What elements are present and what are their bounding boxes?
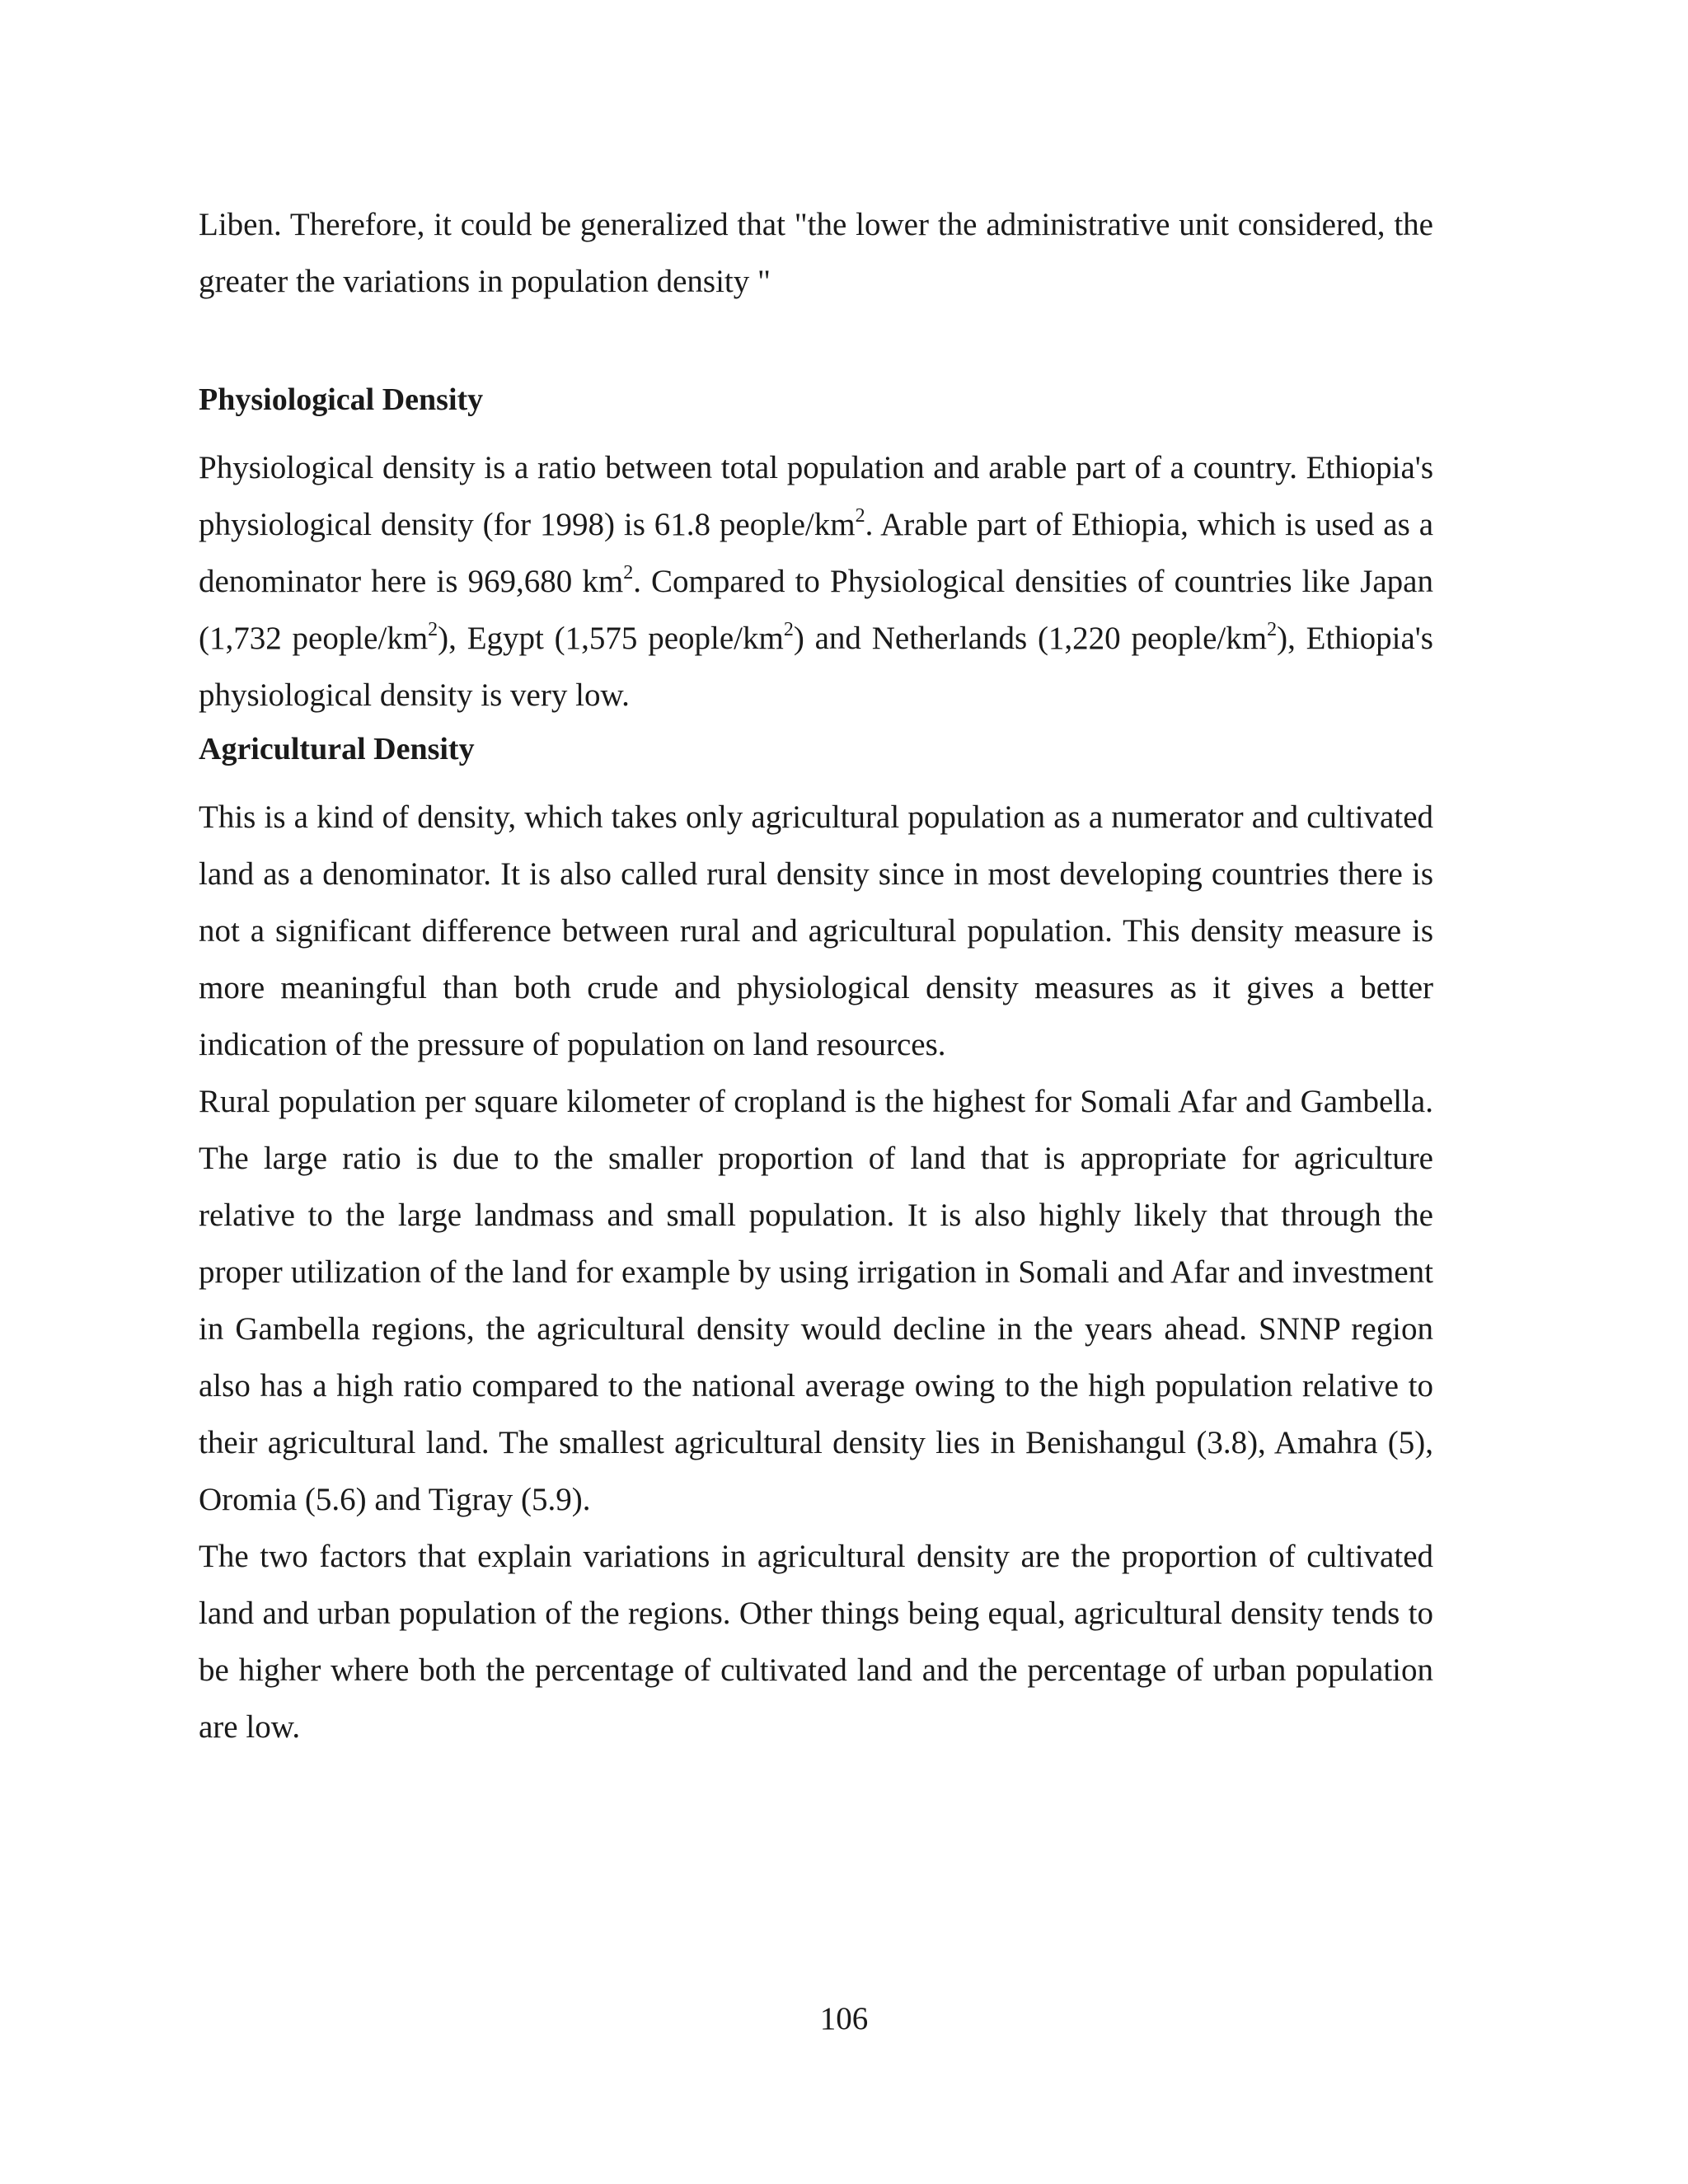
superscript-2: 2 [428,619,438,640]
physio-text-3: . Compared to Physiological densities of countries like Japan (1,732 people/km [199,564,1433,656]
physiological-density-paragraph [199,439,1433,724]
intro-paragraph: Liben. Therefore, it could be generalized that "the lower the administrative unit considered, the greater the variations in population density " [199,207,1433,299]
physio-text-6: ), Ethiopia's physiological density is very low. [199,621,1433,713]
superscript-2: 2 [783,619,794,640]
agricultural-paragraph-2: Rural population per square kilometer of cropland is the highest for Somali Afar and Gambella. The large ratio is due to the smaller proportion of land that is appropriate for agriculture relative to the large landmass and small population. It is also highly likely that through the proper utilization of the land for example by using irrigation in Somali and Afar and investment in Gambella regions, the agricultural density would decline in the years ahead. SNNP region also has a high ratio compared to the national average owing to the high population relative to their agricultural land. The smallest agricultural density lies in Benishangul (3.8), Amahra (5), Oromia (5.6) and Tigray (5.9). [199,1084,1433,1517]
physio-text-2: . Arable part of Ethiopia, which is used as a denominator here is 969,680 km [199,507,1434,599]
agricultural-paragraph-1: This is a kind of density, which takes only agricultural population as a numerator and cultivated land as a denominator. It is also called rural density since in most developing countries there is not a significant difference between rural and agricultural population. This density measure is more meaningful than both crude and physiological density measures as it gives a better indication of the pressure of population on land resources. [199,799,1433,1062]
agricultural-paragraph-3: The two factors that explain variations in agricultural density are the proportion of cultivated land and urban population of the regions. Other things being equal, agricultural density tends to be higher where both the percentage of cultivated land and the percentage of urban population are low. [199,1539,1433,1745]
superscript-2: 2 [1267,619,1278,640]
physio-text-4: ), Egypt (1,575 people/km [438,621,784,656]
superscript-2: 2 [855,505,865,527]
page-content [199,196,1433,1755]
agricultural-density-heading: Agricultural Density [199,732,475,766]
page-number: 106 [819,2001,869,2036]
physio-text-1: Physiological density is a ratio between total population and arable part of a country. Ethiopia's physiological density (for 1998) is 61.8 people/km [199,450,1433,542]
physiological-density-heading: Physiological Density [199,382,484,417]
physio-text-5: ) and Netherlands (1,220 people/km [793,621,1268,656]
superscript-2: 2 [623,562,634,583]
